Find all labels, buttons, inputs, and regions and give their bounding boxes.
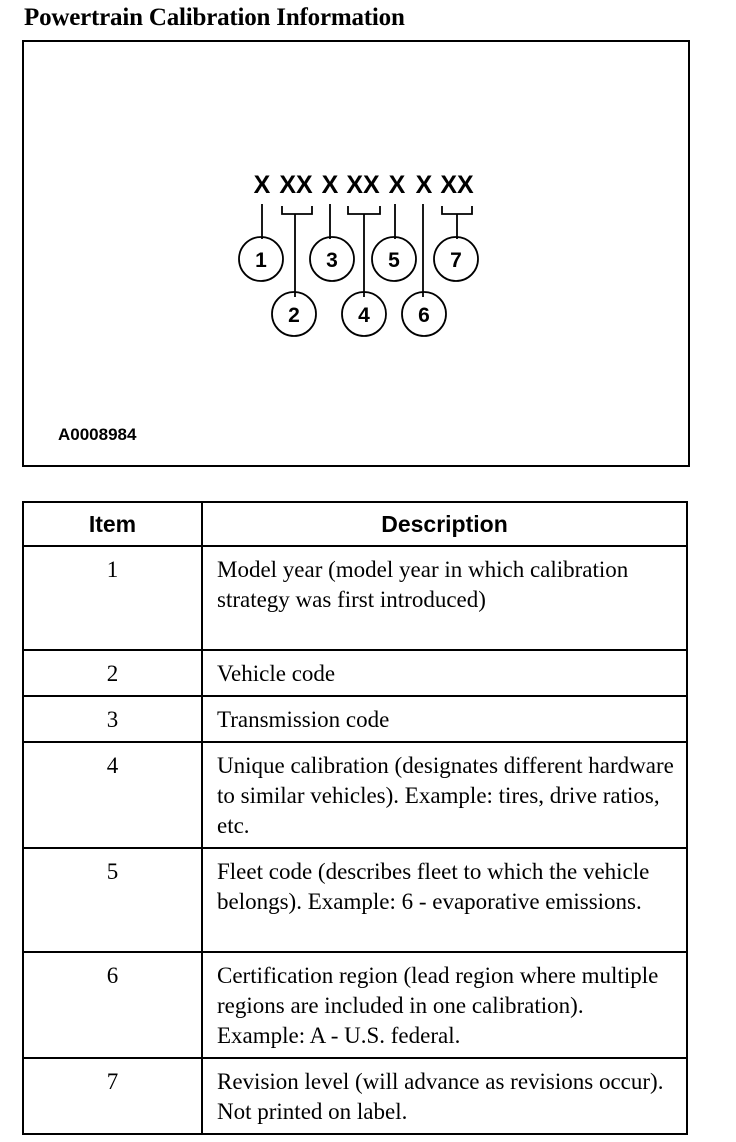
code-segment-3: X bbox=[321, 171, 339, 199]
callout-number-4: 4 bbox=[358, 304, 370, 327]
callout-number-2: 2 bbox=[288, 304, 300, 327]
code-segment-7: XX bbox=[440, 171, 474, 199]
callout-number-7: 7 bbox=[450, 249, 462, 272]
code-segment-6: X bbox=[415, 171, 433, 199]
header-item: Item bbox=[23, 502, 202, 546]
code-segment-4: XX bbox=[346, 171, 380, 199]
table-row bbox=[23, 952, 687, 1058]
figure-id: A0008984 bbox=[58, 425, 137, 444]
row-item: 6 bbox=[23, 952, 202, 1058]
calibration-diagram-drawing bbox=[24, 42, 692, 469]
row-description: Certification region (lead region where multiple regions are included in one calibration). Example: A - U.S. federal. bbox=[202, 952, 687, 1058]
code-segment-1: X bbox=[253, 171, 271, 199]
calibration-table bbox=[22, 501, 688, 1135]
page-title: Powertrain Calibration Information bbox=[24, 4, 405, 31]
table-row bbox=[23, 848, 687, 952]
row-description: Vehicle code bbox=[202, 650, 687, 696]
callout-number-3: 3 bbox=[326, 249, 338, 272]
leader-line-7 bbox=[442, 206, 472, 239]
code-segment-5: X bbox=[388, 171, 406, 199]
table-row bbox=[23, 546, 687, 650]
leader-line-2 bbox=[282, 206, 312, 297]
table-row bbox=[23, 742, 687, 848]
callout-number-5: 5 bbox=[388, 249, 400, 272]
table-row bbox=[23, 650, 687, 696]
row-description: Revision level (will advance as revisions occur). Not printed on label. bbox=[202, 1058, 687, 1134]
header-description: Description bbox=[202, 502, 687, 546]
row-item: 7 bbox=[23, 1058, 202, 1134]
table-row bbox=[23, 696, 687, 742]
code-segment-2: XX bbox=[279, 171, 313, 199]
row-description: Unique calibration (designates different hardware to similar vehicles). Example: tires, drive ratios, etc. bbox=[202, 742, 687, 848]
row-description: Transmission code bbox=[202, 696, 687, 742]
row-item: 2 bbox=[23, 650, 202, 696]
callout-number-1: 1 bbox=[255, 249, 267, 272]
table-header-row bbox=[23, 502, 687, 546]
row-item: 3 bbox=[23, 696, 202, 742]
row-item: 4 bbox=[23, 742, 202, 848]
callout-number-6: 6 bbox=[418, 304, 430, 327]
row-description: Model year (model year in which calibration strategy was first introduced) bbox=[202, 546, 687, 650]
row-description: Fleet code (describes fleet to which the vehicle belongs). Example: 6 - evaporative emissions. bbox=[202, 848, 687, 952]
calibration-diagram bbox=[22, 40, 690, 467]
table-row bbox=[23, 1058, 687, 1134]
row-item: 5 bbox=[23, 848, 202, 952]
row-item: 1 bbox=[23, 546, 202, 650]
